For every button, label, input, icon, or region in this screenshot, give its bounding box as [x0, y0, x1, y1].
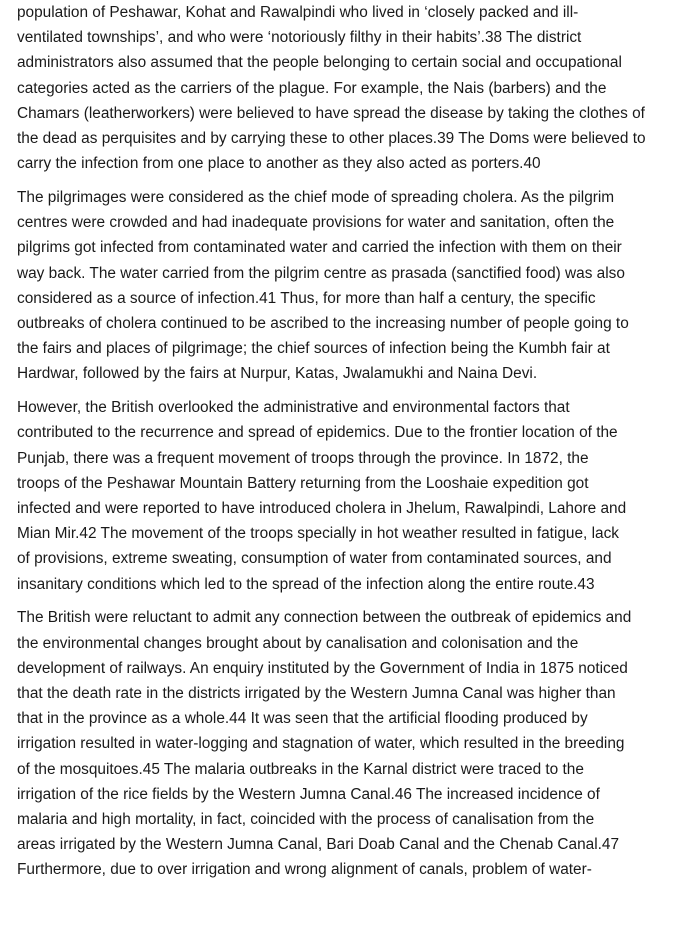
text-line: contributed to the recurrence and spread of epidemics. Due to the frontier location of the: [17, 424, 618, 442]
text-line: that the death rate in the districts irrigated by the Western Jumna Canal was higher than: [17, 685, 616, 703]
text-line: Punjab, there was a frequent movement of troops through the province. In 1872, the: [17, 449, 589, 467]
text-line: pilgrims got infected from contaminated water and carried the infection with them on their: [17, 239, 622, 257]
text-line: of provisions, extreme sweating, consumption of water from contaminated sources, and: [17, 550, 612, 568]
text-line: However, the British overlooked the administrative and environmental factors that: [17, 399, 570, 417]
text-line: The British were reluctant to admit any connection between the outbreak of epidemics and: [17, 609, 632, 627]
paragraph-pilgrimages-cholera: [17, 185, 693, 387]
text-line: The pilgrimages were considered as the chief mode of spreading cholera. As the pilgrim: [17, 189, 615, 207]
text-line: considered as a source of infection.41 Thus, for more than half a century, the specific: [17, 289, 596, 307]
text-line: way back. The water carried from the pilgrim centre as prasada (sanctified food) was also: [17, 264, 625, 282]
text-line: infected and were reported to have introduced cholera in Jhelum, Rawalpindi, Lahore and: [17, 500, 627, 518]
paragraph-plague-carriers: [17, 0, 693, 176]
text-line: troops of the Peshawar Mountain Battery returning from the Looshaie expedition got: [17, 474, 589, 492]
text-line: irrigation of the rice fields by the Western Jumna Canal.46 The increased incidence of: [17, 785, 600, 803]
text-line: Hardwar, followed by the fairs at Nurpur, Katas, Jwalamukhi and Naina Devi.: [17, 365, 538, 383]
text-line: Mian Mir.42 The movement of the troops specially in hot weather resulted in fatigue, lack: [17, 525, 619, 543]
text-line: malaria and high mortality, in fact, coincided with the process of canalisation from the: [17, 811, 595, 829]
text-line: outbreaks of cholera continued to be ascribed to the increasing number of people going to: [17, 315, 629, 333]
text-line: areas irrigated by the Western Jumna Canal, Bari Doab Canal and the Chenab Canal.47: [17, 836, 620, 854]
text-line: the environmental changes brought about by canalisation and colonisation and the: [17, 634, 579, 652]
text-line: the fairs and places of pilgrimage; the chief sources of infection being the Kumbh fair at: [17, 340, 610, 358]
text-line: categories acted as the carriers of the plague. For example, the Nais (barbers) and the: [17, 79, 607, 97]
text-line: that in the province as a whole.44 It was seen that the artificial flooding produced by: [17, 710, 588, 728]
text-line: population of Peshawar, Kohat and Rawalpindi who lived in ‘closely packed and ill-: [17, 4, 579, 21]
document-page: [17, 0, 693, 891]
text-line: the dead as perquisites and by carrying these to other places.39 The Doms were believed to: [17, 130, 646, 148]
text-line: of the mosquitoes.45 The malaria outbreaks in the Karnal district were traced to the: [17, 760, 584, 778]
text-line: administrators also assumed that the people belonging to certain social and occupational: [17, 54, 622, 72]
paragraph-troop-movement: [17, 395, 693, 597]
text-line: centres were crowded and had inadequate provisions for water and sanitation, often the: [17, 214, 615, 232]
text-line: development of railways. An enquiry instituted by the Government of India in 1875 noticed: [17, 659, 628, 677]
text-line: Furthermore, due to over irrigation and wrong alignment of canals, problem of water-: [17, 861, 592, 879]
text-line: insanitary conditions which led to the spread of the infection along the entire route.43: [17, 575, 595, 593]
text-line: Chamars (leatherworkers) were believed to have spread the disease by taking the clothes of: [17, 104, 645, 122]
text-line: carry the infection from one place to another as they also acted as porters.40: [17, 155, 541, 173]
text-line: ventilated townships’, and who were ‘notoriously filthy in their habits’.38 The district: [17, 29, 582, 47]
paragraph-canalisation-malaria: [17, 605, 693, 882]
text-line: irrigation resulted in water-logging and stagnation of water, which resulted in the breeding: [17, 735, 625, 753]
